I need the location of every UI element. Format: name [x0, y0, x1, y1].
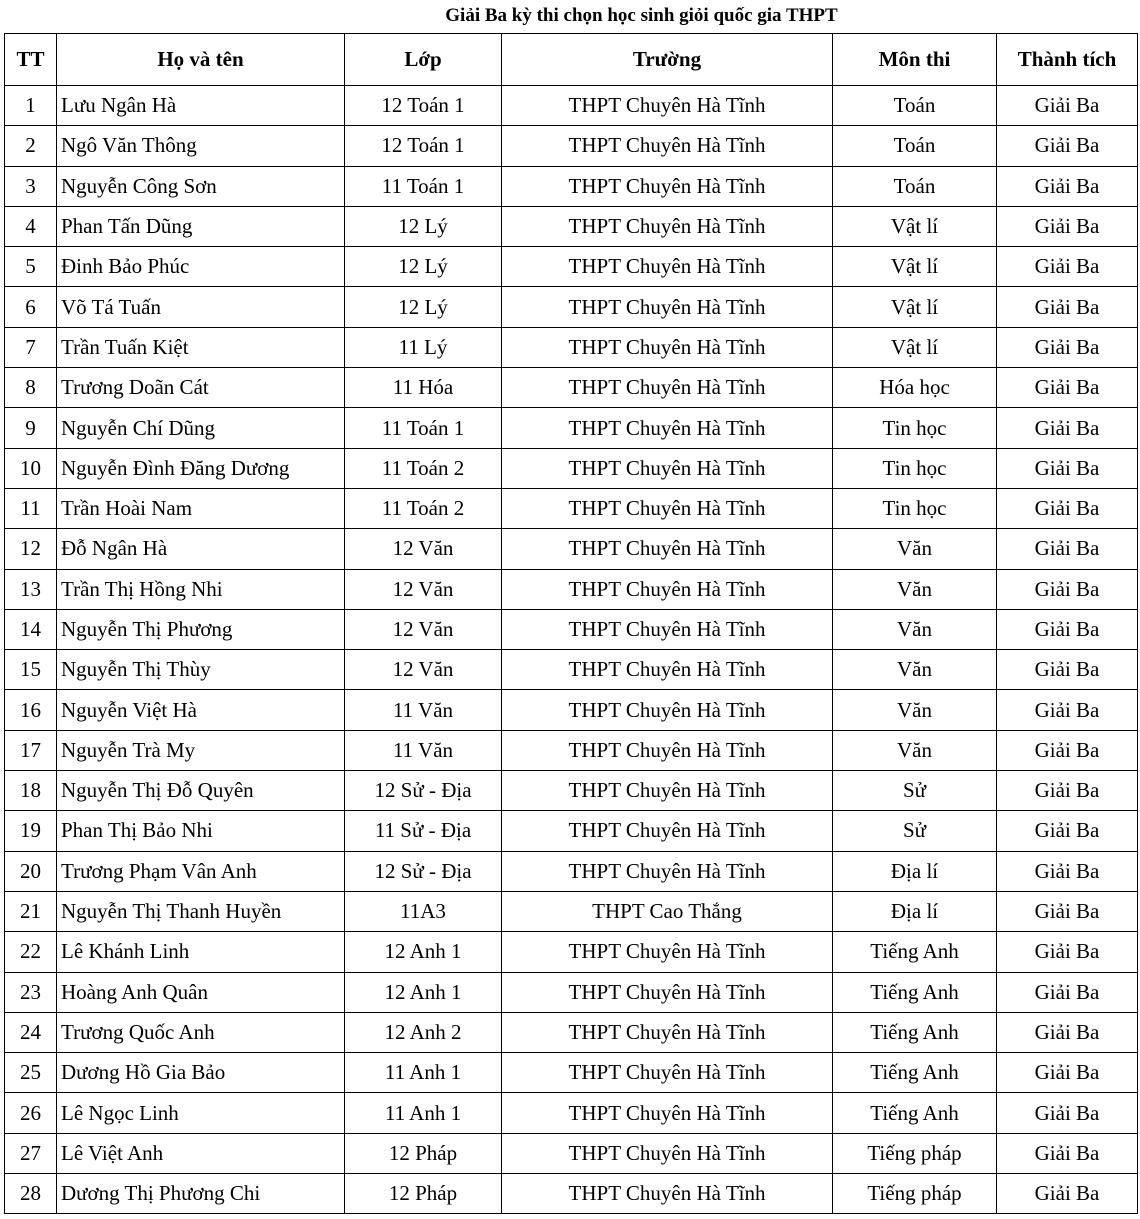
name-cell: Nguyễn Thị Thùy — [57, 650, 345, 690]
subject-cell: Tin học — [833, 488, 997, 528]
award-cell: Giải Ba — [997, 1174, 1138, 1214]
subject-cell: Văn — [833, 690, 997, 730]
table-row — [5, 690, 1138, 730]
tt-cell: 21 — [5, 891, 57, 931]
subject-cell: Toán — [833, 126, 997, 166]
class-cell: 12 Văn — [345, 609, 502, 649]
class-cell: 11 Hóa — [345, 368, 502, 408]
class-cell: 12 Anh 2 — [345, 1012, 502, 1052]
table-body — [5, 86, 1138, 1214]
class-cell: 11 Văn — [345, 730, 502, 770]
name-cell: Trần Tuấn Kiệt — [57, 327, 345, 367]
class-cell: 12 Sử - Địa — [345, 771, 502, 811]
school-cell: THPT Chuyên Hà Tĩnh — [502, 1093, 833, 1133]
school-cell: THPT Chuyên Hà Tĩnh — [502, 690, 833, 730]
name-cell: Nguyễn Đình Đăng Dương — [57, 448, 345, 488]
class-cell: 11 Anh 1 — [345, 1093, 502, 1133]
name-cell: Nguyễn Thị Phương — [57, 609, 345, 649]
award-cell: Giải Ba — [997, 972, 1138, 1012]
table-row — [5, 408, 1138, 448]
school-cell: THPT Chuyên Hà Tĩnh — [502, 609, 833, 649]
name-cell: Nguyễn Chí Dũng — [57, 408, 345, 448]
school-cell: THPT Chuyên Hà Tĩnh — [502, 972, 833, 1012]
name-cell: Nguyễn Thị Đỗ Quyên — [57, 771, 345, 811]
column-header-class: Lớp — [345, 34, 502, 86]
subject-cell: Toán — [833, 166, 997, 206]
tt-cell: 6 — [5, 287, 57, 327]
school-cell: THPT Chuyên Hà Tĩnh — [502, 1012, 833, 1052]
name-cell: Nguyễn Trà My — [57, 730, 345, 770]
class-cell: 12 Anh 1 — [345, 972, 502, 1012]
subject-cell: Văn — [833, 569, 997, 609]
school-cell: THPT Chuyên Hà Tĩnh — [502, 1133, 833, 1173]
tt-cell: 26 — [5, 1093, 57, 1133]
class-cell: 12 Lý — [345, 206, 502, 246]
subject-cell: Vật lí — [833, 287, 997, 327]
class-cell: 12 Lý — [345, 247, 502, 287]
class-cell: 11 Toán 2 — [345, 448, 502, 488]
school-cell: THPT Chuyên Hà Tĩnh — [502, 408, 833, 448]
subject-cell: Văn — [833, 650, 997, 690]
award-cell: Giải Ba — [997, 126, 1138, 166]
name-cell: Dương Thị Phương Chi — [57, 1174, 345, 1214]
table-row — [5, 771, 1138, 811]
award-cell: Giải Ba — [997, 811, 1138, 851]
award-cell: Giải Ba — [997, 408, 1138, 448]
school-cell: THPT Chuyên Hà Tĩnh — [502, 206, 833, 246]
subject-cell: Tin học — [833, 448, 997, 488]
award-cell: Giải Ba — [997, 730, 1138, 770]
table-row — [5, 1133, 1138, 1173]
name-cell: Võ Tá Tuấn — [57, 287, 345, 327]
table-row — [5, 569, 1138, 609]
class-cell: 12 Pháp — [345, 1133, 502, 1173]
tt-cell: 9 — [5, 408, 57, 448]
name-cell: Phan Tấn Dũng — [57, 206, 345, 246]
subject-cell: Toán — [833, 86, 997, 126]
school-cell: THPT Chuyên Hà Tĩnh — [502, 247, 833, 287]
award-cell: Giải Ba — [997, 932, 1138, 972]
name-cell: Lưu Ngân Hà — [57, 86, 345, 126]
column-header-school: Trường — [502, 34, 833, 86]
table-row — [5, 609, 1138, 649]
class-cell: 12 Toán 1 — [345, 86, 502, 126]
class-cell: 11 Lý — [345, 327, 502, 367]
class-cell: 12 Toán 1 — [345, 126, 502, 166]
award-cell: Giải Ba — [997, 247, 1138, 287]
school-cell: THPT Chuyên Hà Tĩnh — [502, 529, 833, 569]
school-cell: THPT Chuyên Hà Tĩnh — [502, 327, 833, 367]
table-row — [5, 488, 1138, 528]
name-cell: Hoàng Anh Quân — [57, 972, 345, 1012]
name-cell: Lê Ngọc Linh — [57, 1093, 345, 1133]
column-header-award: Thành tích — [997, 34, 1138, 86]
school-cell: THPT Chuyên Hà Tĩnh — [502, 851, 833, 891]
tt-cell: 15 — [5, 650, 57, 690]
subject-cell: Tiếng pháp — [833, 1133, 997, 1173]
award-cell: Giải Ba — [997, 448, 1138, 488]
school-cell: THPT Chuyên Hà Tĩnh — [502, 287, 833, 327]
tt-cell: 13 — [5, 569, 57, 609]
column-header-name: Họ và tên — [57, 34, 345, 86]
subject-cell: Tiếng Anh — [833, 1093, 997, 1133]
tt-cell: 2 — [5, 126, 57, 166]
table-row — [5, 932, 1138, 972]
subject-cell: Vật lí — [833, 206, 997, 246]
subject-cell: Tiếng Anh — [833, 932, 997, 972]
tt-cell: 25 — [5, 1053, 57, 1093]
subject-cell: Địa lí — [833, 851, 997, 891]
tt-cell: 17 — [5, 730, 57, 770]
class-cell: 12 Văn — [345, 650, 502, 690]
class-cell: 12 Lý — [345, 287, 502, 327]
name-cell: Trần Hoài Nam — [57, 488, 345, 528]
tt-cell: 4 — [5, 206, 57, 246]
school-cell: THPT Chuyên Hà Tĩnh — [502, 811, 833, 851]
subject-cell: Văn — [833, 730, 997, 770]
class-cell: 12 Văn — [345, 529, 502, 569]
name-cell: Lê Khánh Linh — [57, 932, 345, 972]
award-cell: Giải Ba — [997, 327, 1138, 367]
subject-cell: Tiếng Anh — [833, 972, 997, 1012]
subject-cell: Hóa học — [833, 368, 997, 408]
subject-cell: Sử — [833, 811, 997, 851]
table-row — [5, 368, 1138, 408]
name-cell: Trương Phạm Vân Anh — [57, 851, 345, 891]
subject-cell: Tin học — [833, 408, 997, 448]
table-row — [5, 287, 1138, 327]
table-row — [5, 448, 1138, 488]
class-cell: 12 Sử - Địa — [345, 851, 502, 891]
header-row — [5, 34, 1138, 86]
award-cell: Giải Ba — [997, 1053, 1138, 1093]
award-cell: Giải Ba — [997, 86, 1138, 126]
subject-cell: Tiếng Anh — [833, 1053, 997, 1093]
name-cell: Lê Việt Anh — [57, 1133, 345, 1173]
name-cell: Ngô Văn Thông — [57, 126, 345, 166]
tt-cell: 7 — [5, 327, 57, 367]
award-cell: Giải Ba — [997, 690, 1138, 730]
subject-cell: Văn — [833, 609, 997, 649]
school-cell: THPT Chuyên Hà Tĩnh — [502, 166, 833, 206]
school-cell: THPT Chuyên Hà Tĩnh — [502, 569, 833, 609]
subject-cell: Tiếng pháp — [833, 1174, 997, 1214]
name-cell: Trương Quốc Anh — [57, 1012, 345, 1052]
tt-cell: 3 — [5, 166, 57, 206]
name-cell: Trương Doãn Cát — [57, 368, 345, 408]
name-cell: Nguyễn Thị Thanh Huyền — [57, 891, 345, 931]
subject-cell: Văn — [833, 529, 997, 569]
tt-cell: 1 — [5, 86, 57, 126]
table-row — [5, 1012, 1138, 1052]
class-cell: 11A3 — [345, 891, 502, 931]
table-row — [5, 86, 1138, 126]
tt-cell: 10 — [5, 448, 57, 488]
class-cell: 12 Anh 1 — [345, 932, 502, 972]
name-cell: Đỗ Ngân Hà — [57, 529, 345, 569]
table-row — [5, 126, 1138, 166]
tt-cell: 24 — [5, 1012, 57, 1052]
tt-cell: 12 — [5, 529, 57, 569]
column-header-tt: TT — [5, 34, 57, 86]
table-row — [5, 206, 1138, 246]
school-cell: THPT Chuyên Hà Tĩnh — [502, 368, 833, 408]
tt-cell: 18 — [5, 771, 57, 811]
subject-cell: Vật lí — [833, 327, 997, 367]
tt-cell: 11 — [5, 488, 57, 528]
school-cell: THPT Chuyên Hà Tĩnh — [502, 771, 833, 811]
school-cell: THPT Chuyên Hà Tĩnh — [502, 86, 833, 126]
award-cell: Giải Ba — [997, 1093, 1138, 1133]
tt-cell: 20 — [5, 851, 57, 891]
class-cell: 11 Văn — [345, 690, 502, 730]
tt-cell: 16 — [5, 690, 57, 730]
table-row — [5, 166, 1138, 206]
subject-cell: Địa lí — [833, 891, 997, 931]
award-cell: Giải Ba — [997, 166, 1138, 206]
award-cell: Giải Ba — [997, 287, 1138, 327]
class-cell: 11 Anh 1 — [345, 1053, 502, 1093]
award-cell: Giải Ba — [997, 771, 1138, 811]
table-row — [5, 1093, 1138, 1133]
column-header-subject: Môn thi — [833, 34, 997, 86]
name-cell: Phan Thị Bảo Nhi — [57, 811, 345, 851]
award-cell: Giải Ba — [997, 1133, 1138, 1173]
school-cell: THPT Chuyên Hà Tĩnh — [502, 448, 833, 488]
class-cell: 11 Toán 1 — [345, 408, 502, 448]
class-cell: 11 Toán 2 — [345, 488, 502, 528]
subject-cell: Vật lí — [833, 247, 997, 287]
award-cell: Giải Ba — [997, 206, 1138, 246]
award-cell: Giải Ba — [997, 851, 1138, 891]
class-cell: 11 Sử - Địa — [345, 811, 502, 851]
name-cell: Đinh Bảo Phúc — [57, 247, 345, 287]
tt-cell: 28 — [5, 1174, 57, 1214]
award-cell: Giải Ba — [997, 569, 1138, 609]
name-cell: Trần Thị Hồng Nhi — [57, 569, 345, 609]
tt-cell: 14 — [5, 609, 57, 649]
table-row — [5, 247, 1138, 287]
school-cell: THPT Chuyên Hà Tĩnh — [502, 488, 833, 528]
table-header — [5, 34, 1138, 86]
tt-cell: 19 — [5, 811, 57, 851]
table-row — [5, 1053, 1138, 1093]
table-row — [5, 650, 1138, 690]
name-cell: Nguyễn Công Sơn — [57, 166, 345, 206]
table-row — [5, 529, 1138, 569]
class-cell: 12 Văn — [345, 569, 502, 609]
table-row — [5, 972, 1138, 1012]
table-row — [5, 730, 1138, 770]
award-cell: Giải Ba — [997, 529, 1138, 569]
award-cell: Giải Ba — [997, 1012, 1138, 1052]
results-table — [4, 33, 1138, 1214]
table-row — [5, 1174, 1138, 1214]
award-cell: Giải Ba — [997, 488, 1138, 528]
school-cell: THPT Chuyên Hà Tĩnh — [502, 730, 833, 770]
name-cell: Nguyễn Việt Hà — [57, 690, 345, 730]
class-cell: 11 Toán 1 — [345, 166, 502, 206]
award-cell: Giải Ba — [997, 891, 1138, 931]
school-cell: THPT Chuyên Hà Tĩnh — [502, 1053, 833, 1093]
award-cell: Giải Ba — [997, 609, 1138, 649]
school-cell: THPT Chuyên Hà Tĩnh — [502, 1174, 833, 1214]
tt-cell: 23 — [5, 972, 57, 1012]
tt-cell: 22 — [5, 932, 57, 972]
name-cell: Dương Hồ Gia Bảo — [57, 1053, 345, 1093]
school-cell: THPT Chuyên Hà Tĩnh — [502, 932, 833, 972]
class-cell: 12 Pháp — [345, 1174, 502, 1214]
school-cell: THPT Chuyên Hà Tĩnh — [502, 650, 833, 690]
page-title: Giải Ba kỳ thi chọn học sinh giỏi quốc gia THPT — [445, 5, 838, 26]
tt-cell: 27 — [5, 1133, 57, 1173]
school-cell: THPT Chuyên Hà Tĩnh — [502, 126, 833, 166]
award-cell: Giải Ba — [997, 650, 1138, 690]
table-row — [5, 327, 1138, 367]
subject-cell: Tiếng Anh — [833, 1012, 997, 1052]
table-row — [5, 851, 1138, 891]
school-cell: THPT Cao Thắng — [502, 891, 833, 931]
subject-cell: Sử — [833, 771, 997, 811]
tt-cell: 8 — [5, 368, 57, 408]
table-row — [5, 811, 1138, 851]
award-cell: Giải Ba — [997, 368, 1138, 408]
table-row — [5, 891, 1138, 931]
tt-cell: 5 — [5, 247, 57, 287]
